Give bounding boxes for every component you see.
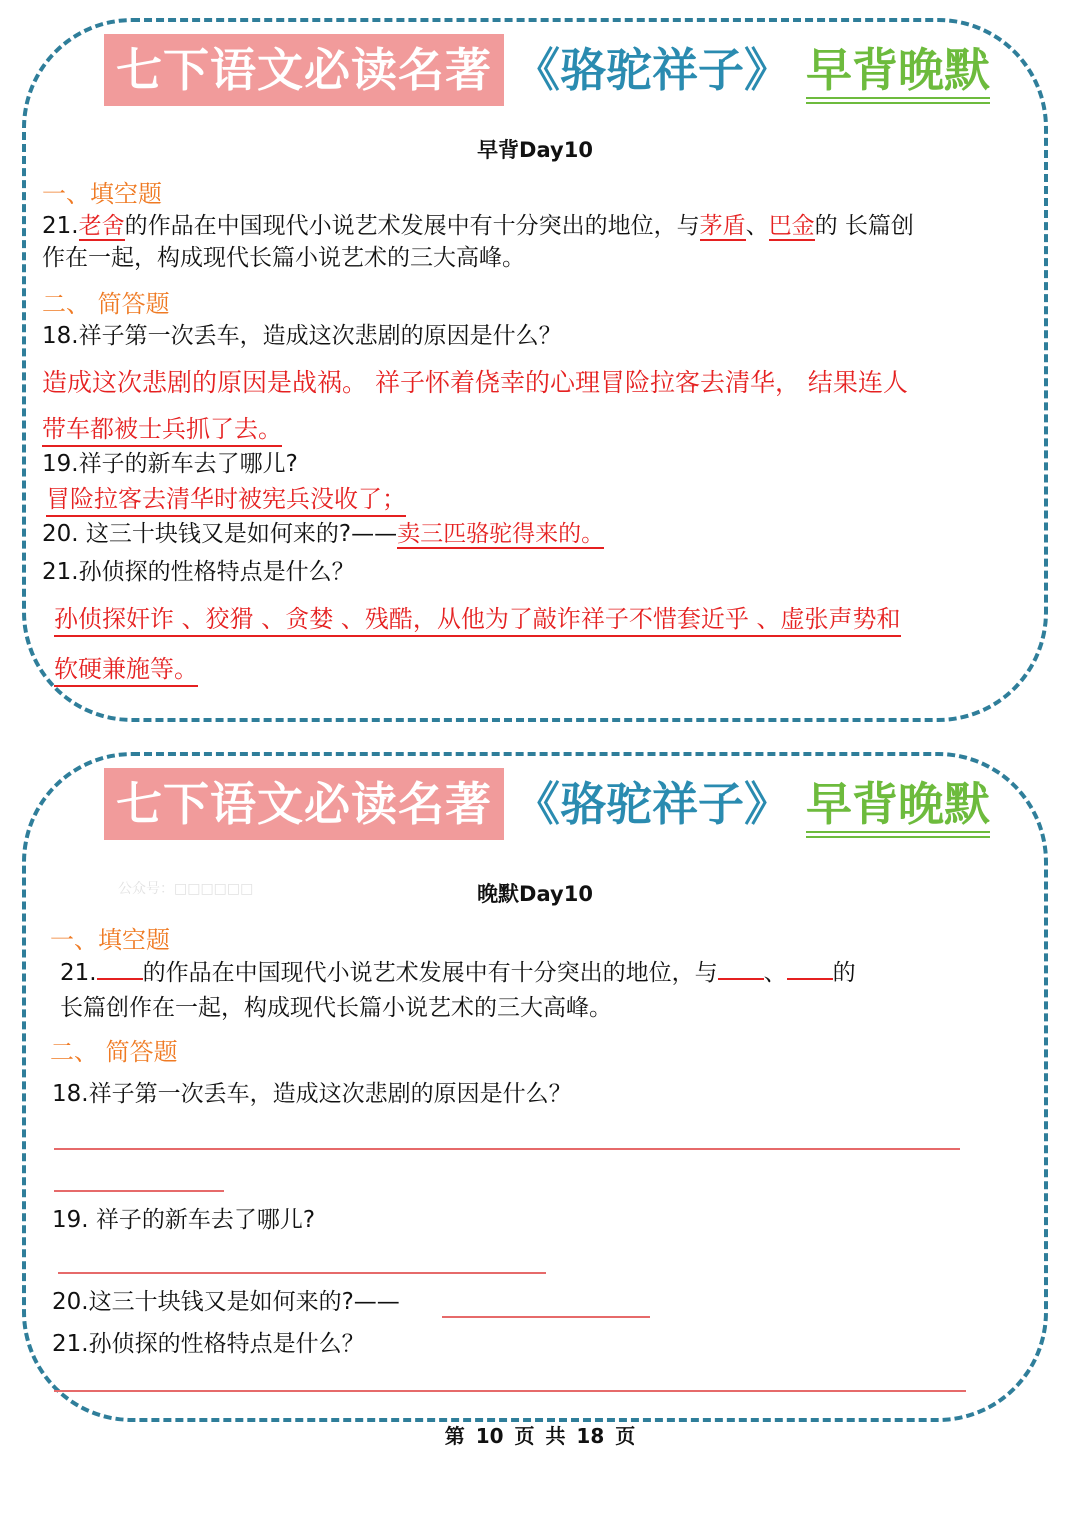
exercise-20: 20.这三十块钱又是如何来的?—— — [52, 1289, 400, 1315]
answer-21b-line1-text: 孙侦探奸诈 、狡猾 、贪婪 、残酷，从他为了敲诈祥子不惜套近乎 、虚张声势和 — [54, 605, 901, 637]
answer-21b-line2-text: 软硬兼施等。 — [54, 655, 198, 687]
exercise-18: 18.祥子第一次丢车，造成这次悲剧的原因是什么？ — [52, 1081, 572, 1107]
answer-19 — [46, 482, 406, 516]
section-fill-blank: 一、填空题 — [42, 180, 162, 208]
title-grade-label: 七下语文必读名著 — [104, 34, 504, 106]
question-21-line1 — [42, 210, 914, 242]
q21-text-2: 的 长篇创 — [814, 213, 914, 239]
answer-21b-line2 — [54, 652, 198, 686]
page-number: 第 10 页 共 18 页 — [444, 1424, 636, 1448]
title-routine-2: 早背晚默 — [806, 768, 990, 840]
answer-line-21b[interactable] — [54, 1390, 966, 1392]
title-banner-2 — [26, 756, 1044, 852]
answer-18-line2-text: 带车都被士兵抓了去。 — [42, 415, 282, 447]
answer-18-line1: 造成这次悲剧的原因是战祸。 祥子怀着侥幸的心理冒险拉客去清华， 结果连人 — [42, 368, 908, 397]
question-21-line2: 作在一起，构成现代长篇小说艺术的三大高峰。 — [42, 245, 525, 271]
title-routine: 早背晚默 — [806, 34, 990, 106]
answer-19-text: 冒险拉客去清华时被宪兵没收了； — [46, 485, 406, 517]
blank-author-2[interactable] — [718, 956, 764, 980]
ex21-separator: 、 — [763, 960, 787, 986]
exercise-21-line1 — [60, 956, 856, 989]
page-subtitle: 早背Day10 — [477, 138, 593, 162]
title-book-name-2: 《骆驼祥子》 — [514, 777, 790, 831]
section-fill-blank-2: 一、填空题 — [50, 926, 170, 954]
blank-author-1[interactable] — [97, 956, 143, 980]
answer-20: 卖三匹骆驼得来的。 — [397, 521, 605, 547]
ex21-prefix: 21. — [60, 960, 97, 986]
q21-text-1: 的作品在中国现代小说艺术发展中有十分突出的地位，与 — [124, 213, 700, 239]
answer-line-20[interactable] — [442, 1316, 650, 1318]
question-19: 19.祥子的新车去了哪儿? — [42, 451, 298, 477]
answer-author-2: 茅盾 — [699, 213, 746, 239]
evening-card — [22, 752, 1048, 1422]
page-subtitle-2: 晚默Day10 — [477, 882, 593, 906]
answer-21b-line1 — [54, 602, 901, 636]
watermark-note: 公众号：□□□□□□ — [118, 881, 254, 897]
exercise-19: 19. 祥子的新车去了哪儿? — [52, 1207, 316, 1233]
exercise-21-line2: 长篇创作在一起，构成现代长篇小说艺术的三大高峰。 — [60, 995, 612, 1021]
answer-line-18b[interactable] — [54, 1190, 224, 1192]
answer-18-line2 — [42, 412, 282, 446]
title-book-name: 《骆驼祥子》 — [514, 43, 790, 97]
question-18: 18.祥子第一次丢车，造成这次悲剧的原因是什么？ — [42, 323, 562, 349]
ex21-text-2: 的 — [832, 960, 856, 986]
blank-author-3[interactable] — [787, 956, 833, 980]
q21-prefix: 21. — [42, 213, 79, 239]
section-short-answer: 二、 简答题 — [42, 290, 170, 318]
question-20-text: 20. 这三十块钱又是如何来的?—— — [42, 521, 398, 547]
ex21-text-1: 的作品在中国现代小说艺术发展中有十分突出的地位，与 — [142, 960, 718, 986]
exercise-21b: 21.孙侦探的性格特点是什么？ — [52, 1331, 365, 1357]
q21-separator: 、 — [745, 213, 769, 239]
answer-author-1: 老舍 — [78, 213, 125, 239]
title-grade-label-2: 七下语文必读名著 — [104, 768, 504, 840]
section-short-answer-2: 二、 简答题 — [50, 1038, 178, 1066]
answer-line-18a[interactable] — [54, 1148, 960, 1150]
answer-author-3: 巴金 — [768, 213, 815, 239]
answer-line-19[interactable] — [58, 1272, 546, 1274]
question-20 — [42, 518, 604, 550]
title-banner — [26, 22, 1044, 118]
morning-card — [22, 18, 1048, 722]
question-21b: 21.孙侦探的性格特点是什么？ — [42, 559, 355, 585]
